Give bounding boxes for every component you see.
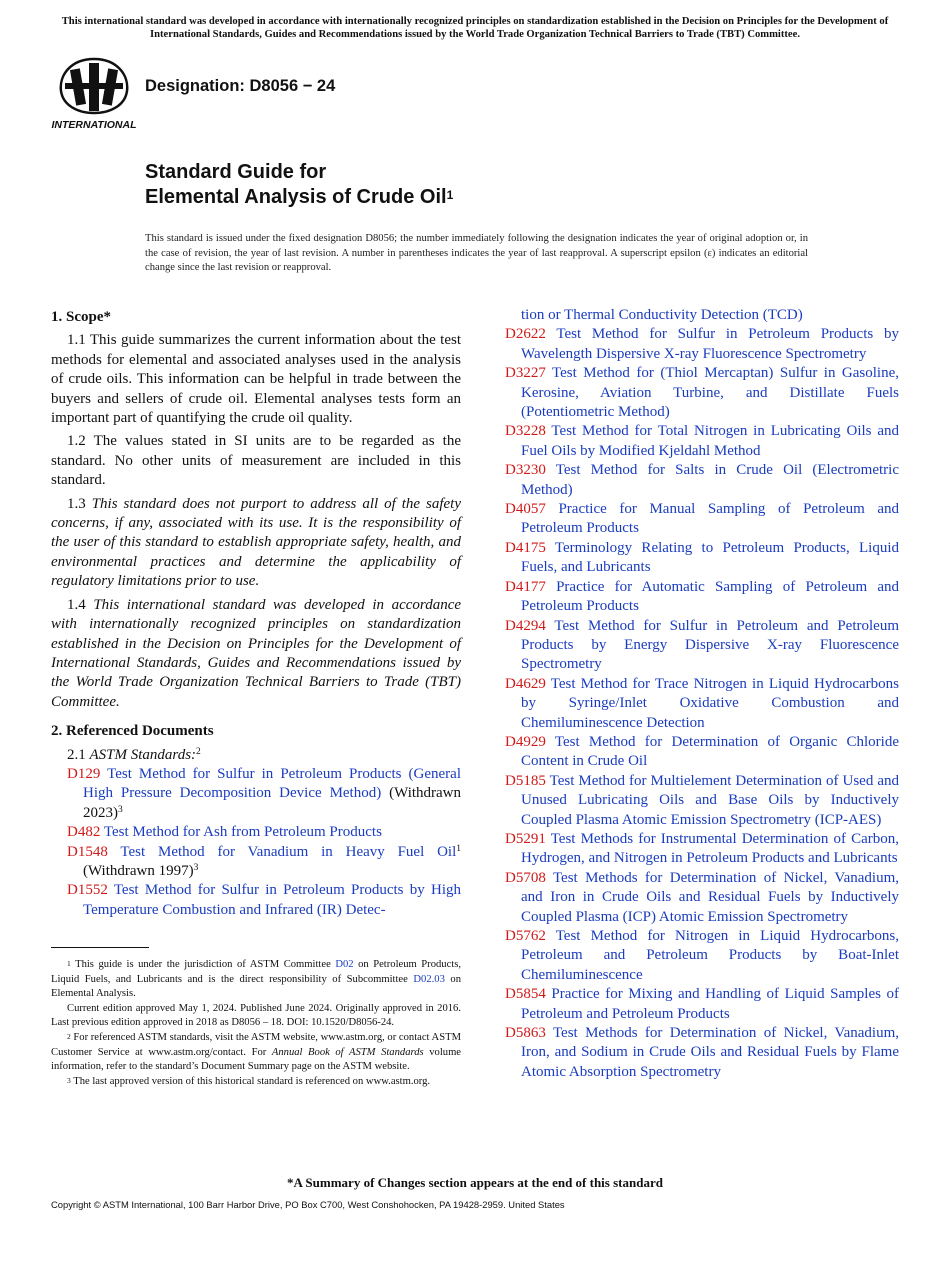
- reference-title[interactable]: Test Method for Determination of Organic Chloride Content in Crude Oil: [521, 733, 899, 770]
- reference-code[interactable]: D4929: [505, 733, 546, 750]
- footnotes: [51, 958, 461, 1089]
- footnote-1: $^1$ This guide is under the jurisdiction of ASTM Committee D02 on Petroleum Products, Liquid Fuels, and Lubricants and is the direct responsibility of Subcommittee D02.03 on Elemental Analysis.: [51, 959, 462, 1000]
- reference-item-d5291[interactable]: [505, 830, 899, 869]
- reference-item-d482[interactable]: [67, 823, 461, 842]
- reference-code[interactable]: D5708: [505, 869, 546, 886]
- reference-code[interactable]: D5291: [505, 830, 546, 847]
- reference-title[interactable]: Practice for Manual Sampling of Petroleum and Petroleum Products: [521, 501, 899, 537]
- reference-item-d2622[interactable]: [505, 325, 899, 364]
- reference-title[interactable]: Test Method for Sulfur in Petroleum and Petroleum Products by Energy Dispersive X-ray Fluorescence Spectrometry: [521, 617, 899, 673]
- reference-item-d4629[interactable]: [505, 675, 899, 733]
- reference-item-d3227[interactable]: [505, 364, 899, 422]
- section-referenced-heading: 2. Referenced Documents: [51, 723, 214, 740]
- para-number: 1.4: [67, 596, 86, 613]
- scope-para-1-3: [51, 495, 461, 592]
- reference-code[interactable]: D129: [67, 765, 101, 782]
- reference-continuation[interactable]: tion or Thermal Conductivity Detection (TCD): [521, 307, 803, 323]
- scope-para-1-2: 1.2 The values stated in SI units are to be regarded as the standard. No other units of measurement are included in this standard.: [51, 433, 461, 489]
- reference-code[interactable]: D4175: [505, 539, 546, 556]
- reference-title[interactable]: Test Methods for Instrumental Determination of Carbon, Hydrogen, and Nitrogen in Petroleum Products and Lubricants: [521, 830, 899, 867]
- astm-standards-subheading: [51, 746, 461, 765]
- reference-item-d5863[interactable]: [505, 1024, 899, 1082]
- footnote-2: $^2$ For referenced ASTM standards, visit the ASTM website, www.astm.org, or contact ASTM Customer Service at www.astm.org/contact. For Annual Book of ASTM Standards volume information, refer to the standard’s Document Summary page on the ASTM website.: [51, 1031, 462, 1073]
- reference-code[interactable]: D1552: [67, 882, 108, 899]
- reference-code[interactable]: D5762: [505, 928, 546, 944]
- reference-title[interactable]: Test Method for Sulfur in Petroleum Products by High Temperature Combustion and Infrared (IR) Detec-: [83, 882, 461, 918]
- copyright: Copyright © ASTM International, 100 Barr Harbor Drive, PO Box C700, West Conshohocken, PA 19428-2959. United States: [51, 1199, 565, 1210]
- reference-code[interactable]: D4057: [505, 501, 546, 518]
- footnote-3: $^3$ The last approved version of this historical standard is referenced on www.astm.org.: [67, 1075, 431, 1087]
- astm-standards-label: ASTM Standards:: [89, 746, 197, 763]
- withdrawn-note: (Withdrawn 1997): [83, 862, 194, 879]
- subcommittee-link[interactable]: D02.03: [413, 973, 445, 985]
- right-column: [505, 306, 899, 1082]
- reference-code[interactable]: D3228: [505, 423, 546, 440]
- designation: Designation: D8056 − 24: [145, 77, 336, 95]
- reference-title[interactable]: Test Method for Sulfur in Petroleum Products (General High Pressure Decomposition Device Method): [83, 765, 462, 802]
- reference-title[interactable]: Test Method for Nitrogen in Liquid Hydrocarbons, Petroleum and Petroleum Products by Boat-Inlet Chemiluminescence: [521, 928, 899, 983]
- reference-code[interactable]: D4177: [505, 578, 546, 595]
- title-text: Elemental Analysis of Crude Oil: [145, 186, 447, 208]
- footnote-edition: Current edition approved May 1, 2024. Published June 2024. Originally approved in 2016. Last previous edition approved in 2018 as D8056 – 18. DOI: 10.1520/D8056-24.: [51, 1002, 461, 1029]
- reference-title[interactable]: Practice for Automatic Sampling of Petroleum and Petroleum Products: [521, 578, 899, 615]
- footnote-divider: [51, 947, 149, 948]
- reference-item-d4057[interactable]: [505, 500, 899, 539]
- reference-item-d4175[interactable]: [505, 539, 899, 578]
- reference-code[interactable]: D3227: [505, 365, 546, 382]
- reference-code[interactable]: D5854: [505, 986, 546, 1003]
- reference-title[interactable]: Test Method for Ash from Petroleum Products: [103, 824, 382, 841]
- footnote-mark: 3: [193, 862, 199, 873]
- withdrawn-note: (Withdrawn 2023): [83, 785, 462, 821]
- footnote-mark: 3: [67, 1075, 71, 1085]
- reference-title[interactable]: Test Method for Multielement Determination of Used and Unused Lubricating Oils and Base Oils by Inductively Coupled Plasma Atomic Emission Spectrometry (ICP-AES): [521, 772, 899, 828]
- reference-title[interactable]: Terminology Relating to Petroleum Products, Liquid Fuels, and Lubricants: [521, 539, 899, 576]
- reference-item-d4177[interactable]: [505, 578, 899, 617]
- reference-item-d4929[interactable]: [505, 733, 899, 772]
- title-footnote-mark: 1: [446, 188, 454, 202]
- reference-item-d5762[interactable]: [505, 927, 899, 985]
- reference-title[interactable]: Test Method for Vanadium in Heavy Fuel Oil: [120, 843, 457, 860]
- reference-item-d5708[interactable]: [505, 869, 899, 927]
- committee-link[interactable]: D02: [335, 959, 354, 970]
- para-number: 1.3: [67, 495, 86, 512]
- reference-title[interactable]: Test Method for Salts in Crude Oil (Electrometric Method): [521, 462, 899, 498]
- para-number: 2.1: [67, 746, 86, 763]
- reference-item-d1552[interactable]: [67, 881, 461, 920]
- title-line-1: Standard Guide for: [145, 161, 327, 183]
- top-notice: This international standard was developed in accordance with internationally recognized principles on standardization established in the Decision on Principles for the Development of International Standards, Guides and Recommendations issued by the World Trade Organization Technical Barriers to Trade (TBT) Committee.: [61, 16, 889, 40]
- left-column: [51, 306, 461, 920]
- astm-logo-icon: [51, 55, 137, 131]
- footnote-mark: 2: [196, 746, 201, 757]
- reference-item-d5185[interactable]: [505, 772, 899, 830]
- reference-code[interactable]: D3230: [505, 462, 546, 479]
- reference-item-d5854[interactable]: [505, 985, 899, 1024]
- footnote-mark: 3: [118, 804, 123, 815]
- footnote-mark: 1: [67, 959, 71, 968]
- reference-code[interactable]: D4294: [505, 617, 546, 634]
- reference-title[interactable]: Test Methods for Determination of Nickel, Vanadium, and Iron in Crude Oils and Residual Fuels by Inductively Coupled Plasma (ICP) Atomic Emission Spectrometry: [521, 869, 900, 925]
- scope-para-1-3-text: This standard does not purport to address all of the safety concerns, if any, associated with its use. It is the responsibility of the user of this standard to establish appropriate safety, health, and environmental practices and determine the applicability of regulatory limitations prior to use.: [51, 495, 462, 590]
- scope-para-1-4: [51, 596, 461, 712]
- reference-title[interactable]: Test Method for Sulfur in Petroleum Products by Wavelength Dispersive X-ray Fluorescence Spectrometry: [521, 326, 899, 362]
- document-title: [145, 160, 453, 210]
- title-line-2: [145, 185, 453, 210]
- reference-code[interactable]: D5863: [505, 1025, 546, 1042]
- summary-of-changes-note: *A Summary of Changes section appears at the end of this standard: [287, 1175, 663, 1190]
- logo-text: INTERNATIONAL: [51, 119, 137, 131]
- issue-note: This standard is issued under the fixed designation D8056; the number immediately following the designation indicates the year of original adoption or, in the case of revision, the year of last revision. A number in parentheses indicates the year of last reapproval. A superscript epsilon (ε) indicates an editorial change since the last revision or reapproval.: [145, 233, 808, 274]
- reference-title[interactable]: Test Method for (Thiol Mercaptan) Sulfur in Gasoline, Kerosine, Aviation Turbine, and Distillate Fuels (Potentiometric Method): [521, 365, 899, 421]
- reference-title[interactable]: Test Method for Total Nitrogen in Lubricating Oils and Fuel Oils by Modified Kjeldahl Method: [521, 423, 899, 459]
- reference-code[interactable]: D5185: [505, 772, 546, 789]
- scope-para-1-1: 1.1 This guide summarizes the current information about the test methods for elemental and associated analyses used in the analysis of crude oils. This information can be helpful in trade between the buyers and sellers of crude oil. Elemental analyses tests form an important part of quantifying the crude oil quality.: [51, 332, 461, 427]
- reference-item-d3228[interactable]: [505, 422, 899, 461]
- footnote-mark: 2: [67, 1031, 71, 1041]
- reference-code[interactable]: D482: [67, 824, 101, 841]
- reference-code[interactable]: D4629: [505, 675, 546, 692]
- reference-item-d4294[interactable]: [505, 617, 899, 675]
- reference-list: [505, 325, 899, 1082]
- reference-title[interactable]: Test Methods for Determination of Nickel, Vanadium, Iron, and Sodium in Crude Oils and Residual Fuels by Flame Atomic Absorption Spectrometry: [521, 1025, 900, 1080]
- scope-para-1-4-text: This international standard was developed in accordance with internationally recognized principles on standardization established in the Decision on Principles for the Development of International Standards, Guides and Recommendations issued by the World Trade Organization Technical Barriers to Trade (TBT) Committee.: [51, 596, 462, 710]
- reference-title[interactable]: Test Method for Trace Nitrogen in Liquid Hydrocarbons by Syringe/Inlet Oxidative Combustion and Chemiluminescence Detection: [521, 675, 899, 731]
- reference-title[interactable]: Practice for Mixing and Handling of Liquid Samples of Petroleum and Petroleum Products: [521, 986, 899, 1022]
- reference-item-d1548[interactable]: [67, 843, 461, 882]
- reference-code[interactable]: D1548: [67, 843, 108, 860]
- reference-item-d129[interactable]: [67, 765, 461, 823]
- reference-item-d3230[interactable]: [505, 461, 899, 500]
- reference-code[interactable]: D2622: [505, 326, 546, 343]
- section-scope-heading: 1. Scope*: [51, 309, 111, 325]
- footnote-mark: 1: [456, 843, 461, 854]
